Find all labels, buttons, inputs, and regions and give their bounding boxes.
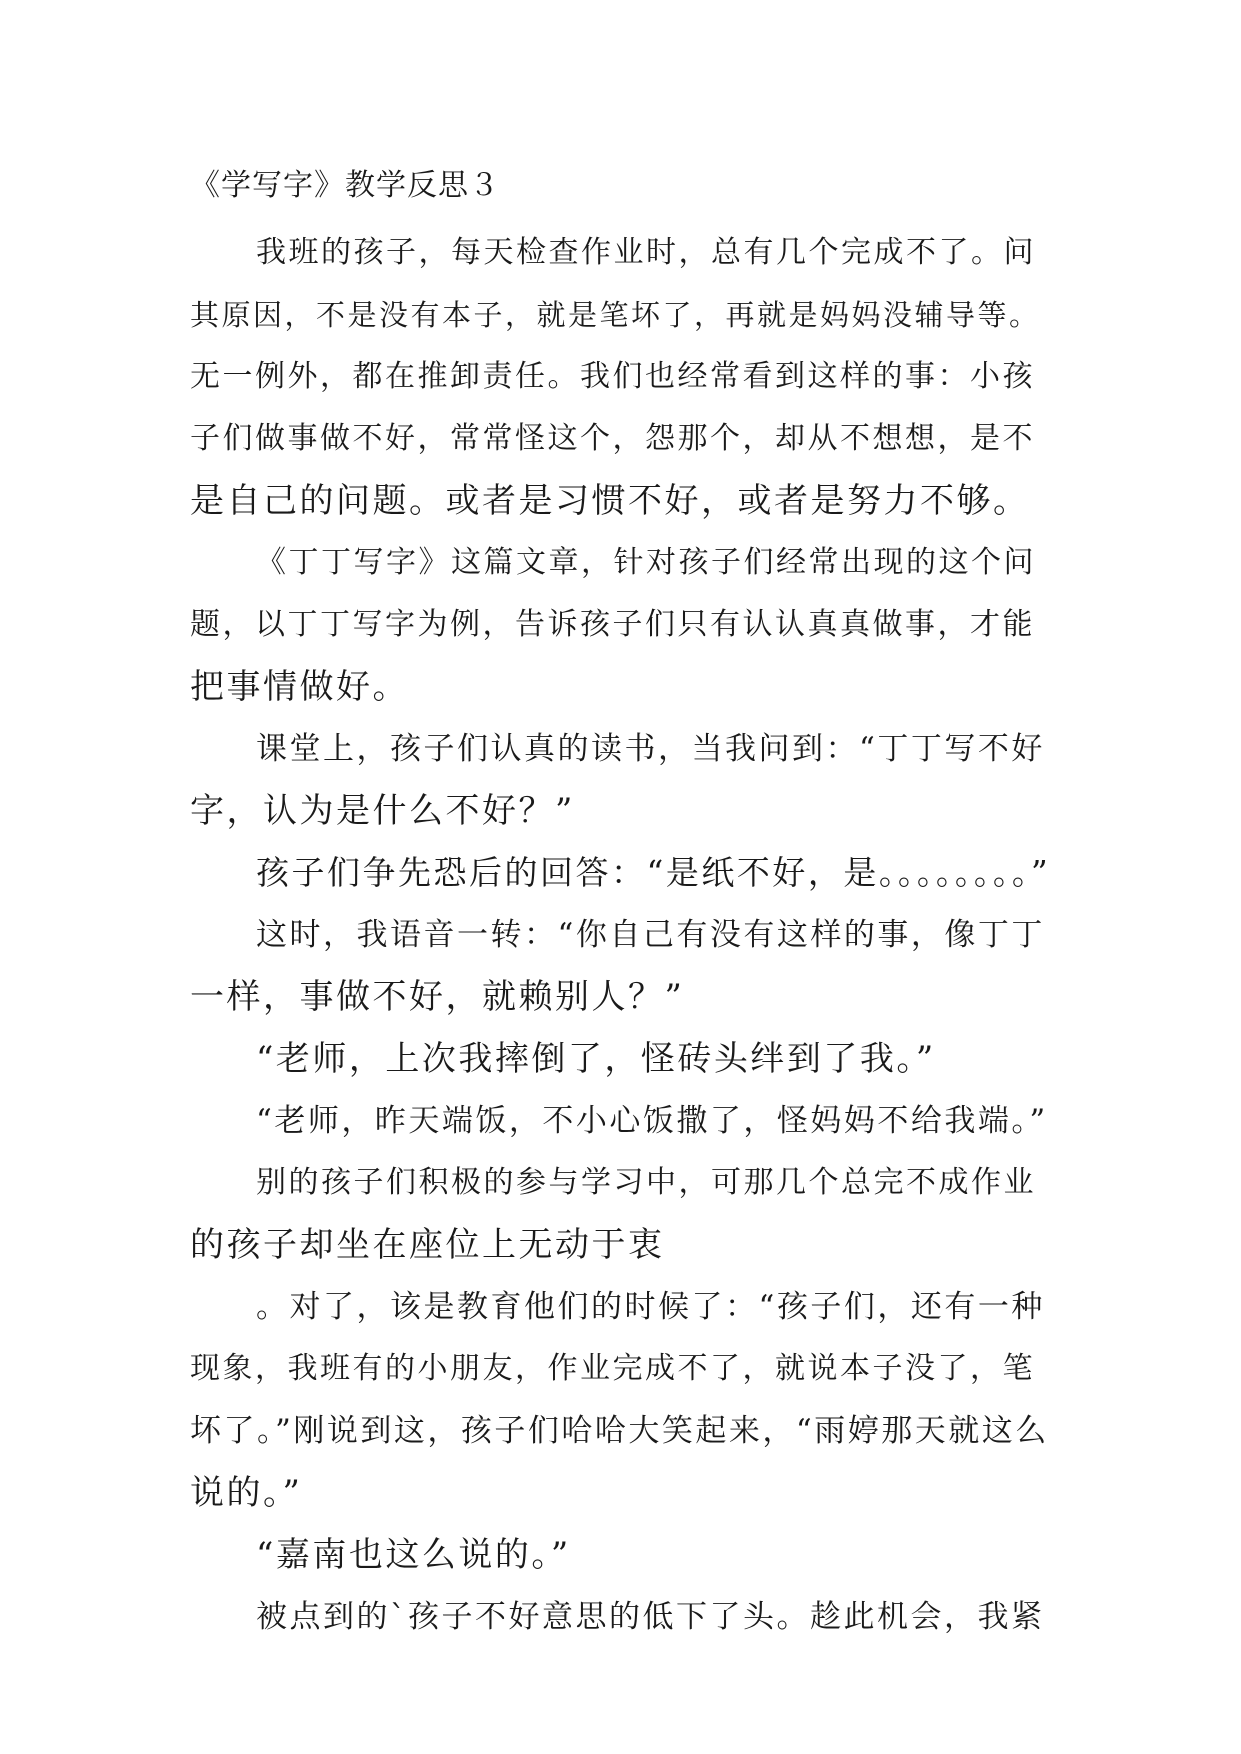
text-line: 字，认为是什么不好？” [190, 791, 575, 831]
text-line: 其原因，不是没有本子，就是笔坏了，再就是妈妈没辅导等。 [190, 298, 1041, 332]
text-line: 孩子们争先恐后的回答：“是纸不好，是。。。。。。。。” [256, 853, 1051, 892]
text-line: 一样，事做不好，就赖别人？” [190, 977, 685, 1017]
text-line: 的孩子却坐在座位上无动于衷 [190, 1225, 665, 1265]
text-line: “老师，上次我摔倒了，怪砖头绊到了我。” [256, 1039, 936, 1079]
text-line: 题，以丁丁写字为例，告诉孩子们只有认认真真做事，才能 [190, 607, 1035, 642]
text-line: “老师，昨天端饭，不小心饭撒了，怪妈妈不给我端。” [256, 1103, 1048, 1139]
text-line: 。对了，该是教育他们的时候了：“孩子们，还有一种 [256, 1289, 1045, 1325]
text-line: 《丁丁写字》这篇文章，针对孩子们经常出现的这个问 [256, 545, 1036, 580]
text-line: 课堂上，孩子们认真的读书，当我问到：“丁丁写不好 [256, 731, 1045, 767]
text-line: 把事情做好。 [190, 667, 409, 707]
text-line: 别的孩子们积极的参与学习中，可那几个总完不成作业 [256, 1165, 1036, 1200]
document-body [190, 222, 1050, 1648]
text-line: “嘉南也这么说的。” [256, 1535, 571, 1575]
text-line: 这时，我语音一转：“你自己有没有这样的事，像丁丁 [256, 917, 1045, 953]
text-line: 坏了。”刚说到这，孩子们哈哈大笑起来，“雨婷那天就这么 [190, 1413, 1049, 1449]
text-line: 是自己的问题。或者是习惯不好，或者是努力不够。 [190, 481, 1030, 521]
text-line: 被点到的`孩子不好意思的低下了头。趁此机会，我紧 [256, 1599, 1045, 1635]
text-line: 子们做事做不好，常常怪这个，怨那个，却从不想想，是不 [190, 421, 1035, 456]
text-line: 无一例外，都在推卸责任。我们也经常看到这样的事：小孩 [190, 359, 1035, 394]
text-line: 说的。” [190, 1473, 303, 1513]
text-line: 现象，我班有的小朋友，作业完成不了，就说本子没了，笔 [190, 1351, 1035, 1386]
text-line: 我班的孩子，每天检查作业时，总有几个完成不了。问 [256, 235, 1036, 270]
document-title: 《学写字》教学反思３ [190, 168, 500, 203]
